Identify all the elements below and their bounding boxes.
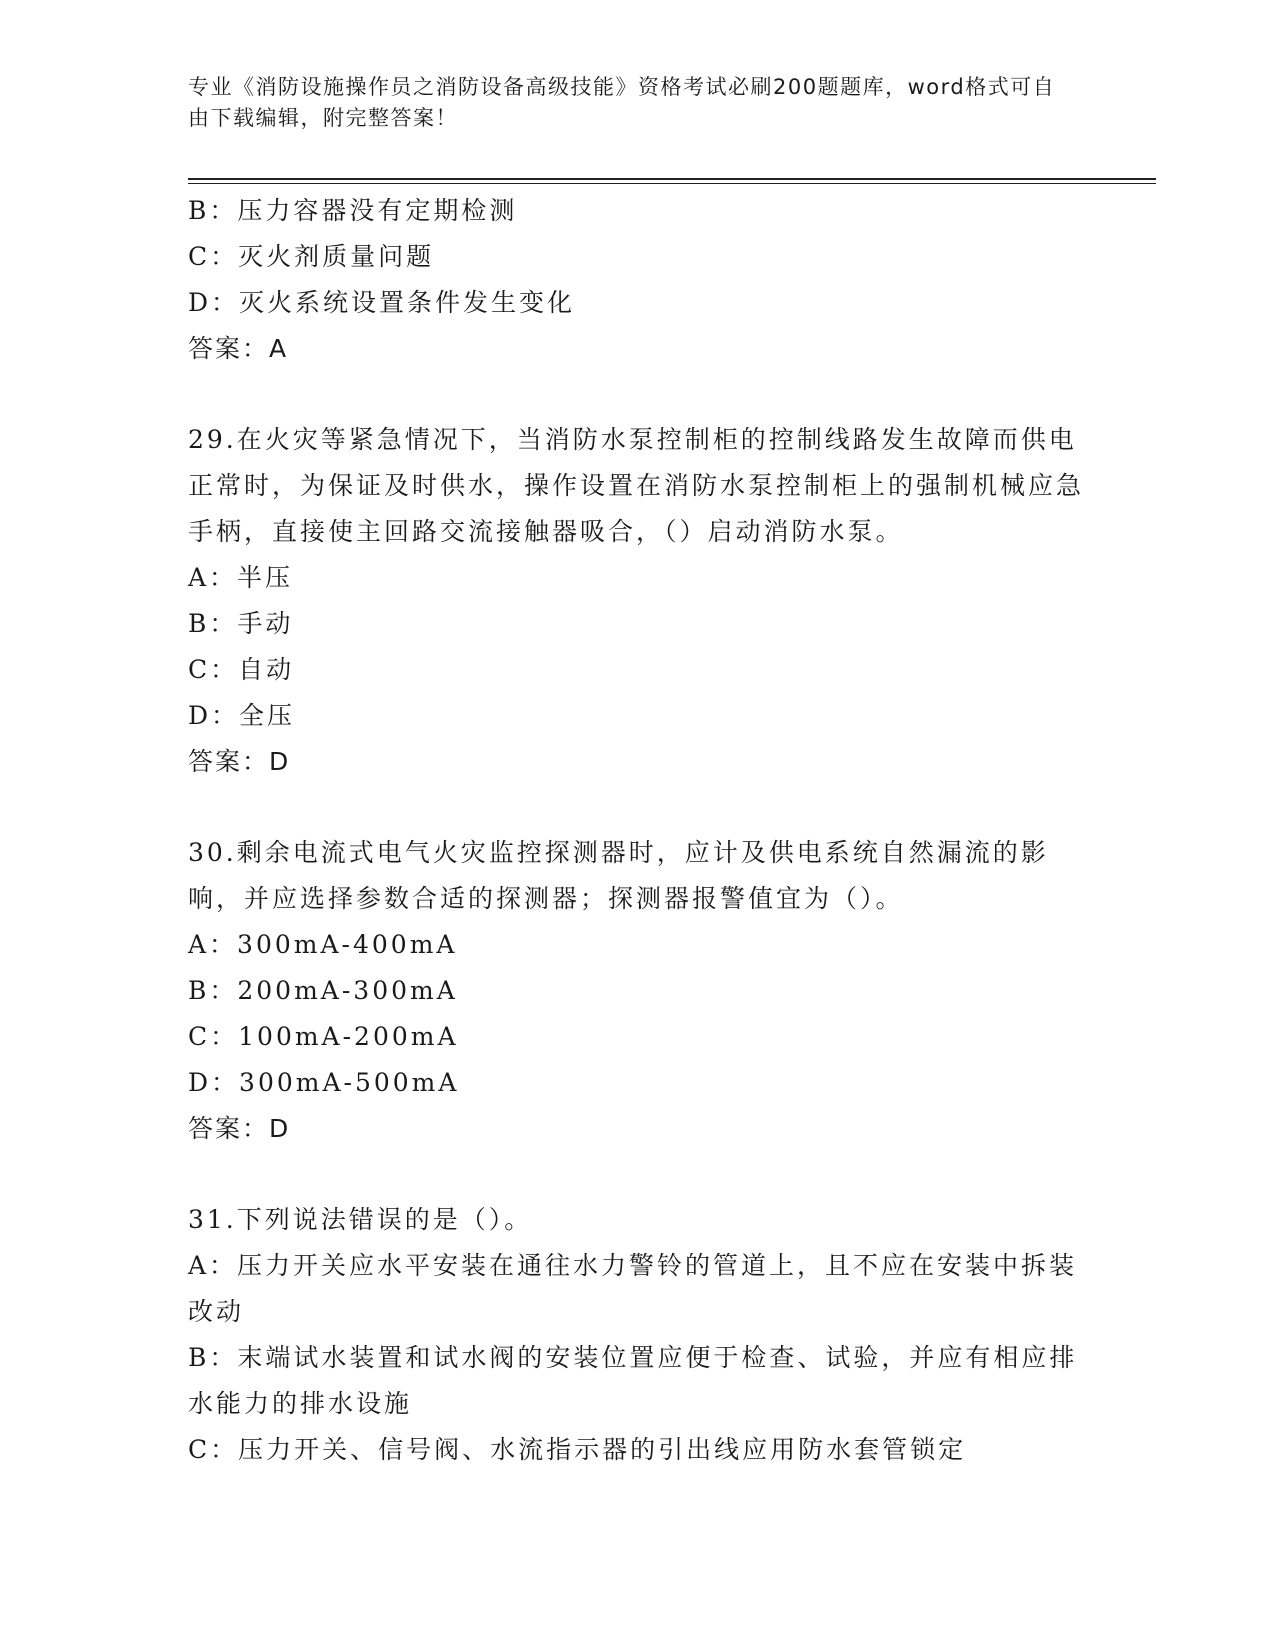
document-header: 专业《消防设施操作员之消防设备高级技能》资格考试必刷200题题库，word格式可自由下载编辑，附完整答案！ bbox=[188, 75, 1056, 130]
q30-option-d: D：300mA-500mA bbox=[188, 1068, 460, 1097]
q29-answer: 答案：D bbox=[188, 747, 291, 776]
prev-option-d: D：灭火系统设置条件发生变化 bbox=[188, 288, 576, 317]
q29-question: 29.在火灾等紧急情况下，当消防水泵控制柜的控制线路发生故障而供电正常时，为保证及时供水，操作设置在消防水泵控制柜上的强制机械应急手柄，直接使主回路交流接触器吸合，（）启动消防水泵。 bbox=[188, 425, 1085, 546]
q31-question: 31.下列说法错误的是（）。 bbox=[188, 1205, 533, 1234]
spacer bbox=[188, 1152, 1088, 1197]
q29-option-d: D：全压 bbox=[188, 701, 296, 730]
question-content bbox=[188, 188, 1088, 1473]
q30-option-b: B：200mA-300mA bbox=[188, 976, 458, 1005]
q30-option-a: A：300mA-400mA bbox=[188, 930, 458, 959]
q29-option-b: B：手动 bbox=[188, 609, 294, 638]
q31-option-a: A：压力开关应水平安装在通往水力警铃的管道上，且不应在安装中拆装改动 bbox=[188, 1251, 1078, 1326]
q30-answer: 答案：D bbox=[188, 1114, 291, 1143]
header-divider-thick bbox=[188, 178, 1156, 180]
prev-option-c: C：灭火剂质量问题 bbox=[188, 242, 435, 271]
q29-option-a: A：半压 bbox=[188, 563, 294, 592]
header-divider-thin bbox=[188, 183, 1156, 184]
prev-option-b: B：压力容器没有定期检测 bbox=[188, 196, 518, 225]
spacer bbox=[188, 785, 1088, 830]
q29-option-c: C：自动 bbox=[188, 655, 295, 684]
spacer bbox=[188, 372, 1088, 417]
q30-option-c: C：100mA-200mA bbox=[188, 1022, 459, 1051]
q31-option-b: B：末端试水装置和试水阀的安装位置应便于检查、试验，并应有相应排水能力的排水设施 bbox=[188, 1343, 1078, 1418]
prev-answer: 答案：A bbox=[188, 334, 289, 363]
q30-question: 30.剩余电流式电气火灾监控探测器时，应计及供电系统自然漏流的影响，并应选择参数合适的探测器；探测器报警值宜为（）。 bbox=[188, 838, 1049, 913]
q31-option-c: C：压力开关、信号阀、水流指示器的引出线应用防水套管锁定 bbox=[188, 1435, 967, 1464]
